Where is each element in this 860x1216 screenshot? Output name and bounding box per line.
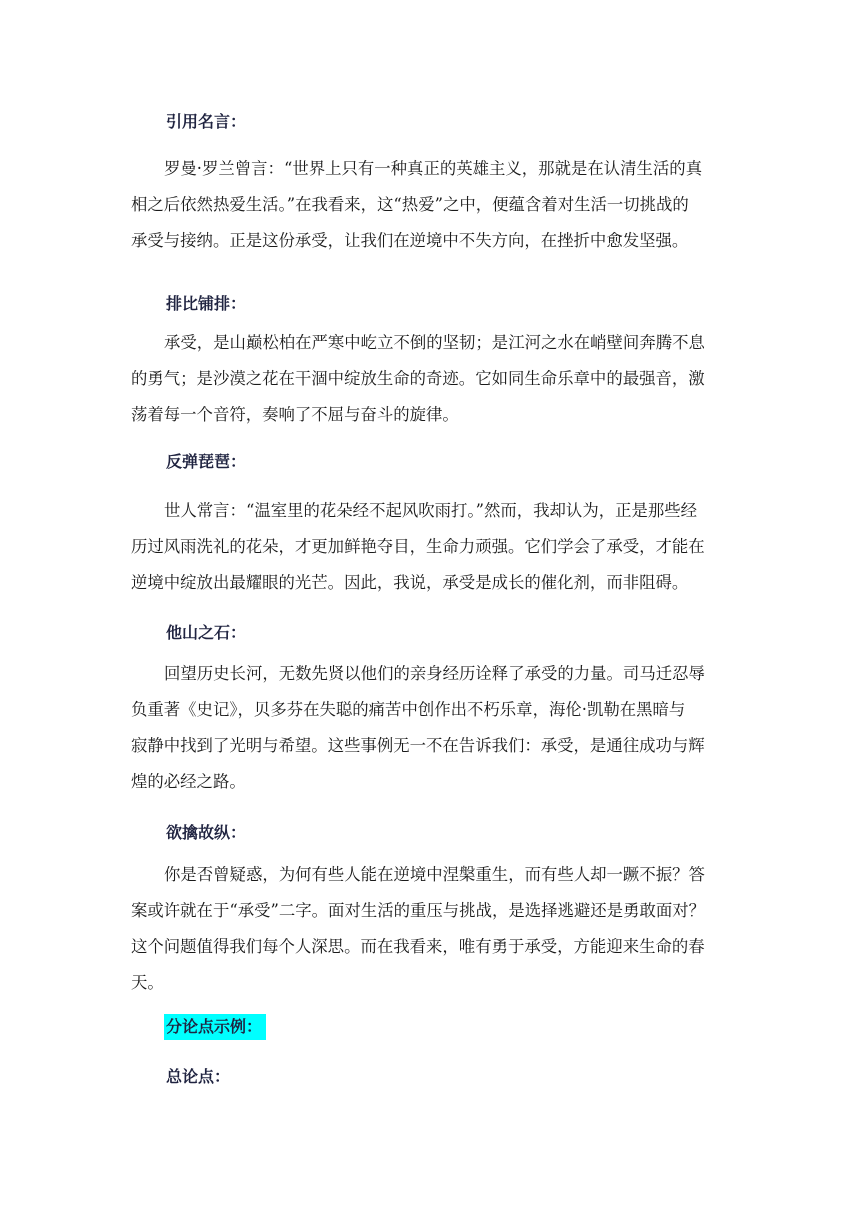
paragraph-line: 罗曼·罗兰曾言：“世界上只有一种真正的英雄主义，那就是在认清生活的真 bbox=[164, 159, 703, 178]
paragraph-line: 相之后依然热爱生活。”在我看来，这“热爱”之中，便蕴含着对生活一切挑战的 bbox=[131, 195, 689, 214]
paragraph-parallelism bbox=[131, 325, 731, 433]
paragraph-line: 承受，是山巅松柏在严寒中屹立不倒的坚韧；是江河之水在峭壁间奔腾不息 bbox=[164, 333, 705, 352]
section-heading-parallelism: 排比铺排： bbox=[166, 294, 247, 313]
sub-argument-heading: 分论点示例： bbox=[164, 1014, 266, 1040]
paragraph-line: 历过风雨洗礼的花朵，才更加鲜艳夺目，生命力顽强。它们学会了承受，才能在 bbox=[131, 537, 705, 556]
paragraph-line: 案或许就在于“承受”二字。面对生活的重压与挑战，是选择逃避还是勇敢面对？ bbox=[131, 901, 706, 920]
section-heading-contrarian: 反弹琵琶： bbox=[166, 452, 247, 471]
paragraph-quote bbox=[131, 151, 731, 259]
paragraph-line: 荡着每一个音符，奏响了不屈与奋斗的旋律。 bbox=[131, 405, 459, 424]
overall-argument-heading: 总论点： bbox=[166, 1067, 231, 1086]
paragraph-line: 的勇气；是沙漠之花在干涸中绽放生命的奇迹。它如同生命乐章中的最强音，激 bbox=[131, 369, 705, 388]
paragraph-line: 这个问题值得我们每个人深思。而在我看来，唯有勇于承受，方能迎来生命的春 bbox=[131, 937, 705, 956]
paragraph-line: 天。 bbox=[131, 973, 164, 992]
paragraph-line: 你是否曾疑惑，为何有些人能在逆境中涅槃重生，而有些人却一蹶不振？答 bbox=[164, 865, 705, 884]
paragraph-contrarian bbox=[131, 493, 731, 601]
section-heading-examples: 他山之石： bbox=[166, 623, 247, 642]
section-heading-quote: 引用名言： bbox=[166, 112, 247, 131]
paragraph-line: 逆境中绽放出最耀眼的光芒。因此，我说，承受是成长的催化剂，而非阻碍。 bbox=[131, 573, 689, 592]
paragraph-line: 世人常言：“温室里的花朵经不起风吹雨打。”然而，我却认为，正是那些经 bbox=[164, 501, 698, 520]
paragraph-line: 负重著《史记》，贝多芬在失聪的痛苦中创作出不朽乐章，海伦·凯勒在黑暗与 bbox=[131, 700, 686, 719]
paragraph-line: 承受与接纳。正是这份承受，让我们在逆境中不失方向，在挫折中愈发坚强。 bbox=[131, 231, 689, 250]
paragraph-line: 煌的必经之路。 bbox=[131, 772, 246, 791]
paragraph-line: 寂静中找到了光明与希望。这些事例无一不在告诉我们：承受，是通往成功与辉 bbox=[131, 736, 705, 755]
paragraph-line: 回望历史长河，无数先贤以他们的亲身经历诠释了承受的力量。司马迁忍辱 bbox=[164, 664, 705, 683]
paragraph-suspense bbox=[131, 857, 731, 1001]
paragraph-examples bbox=[131, 656, 731, 800]
section-heading-suspense: 欲擒故纵： bbox=[166, 823, 247, 842]
